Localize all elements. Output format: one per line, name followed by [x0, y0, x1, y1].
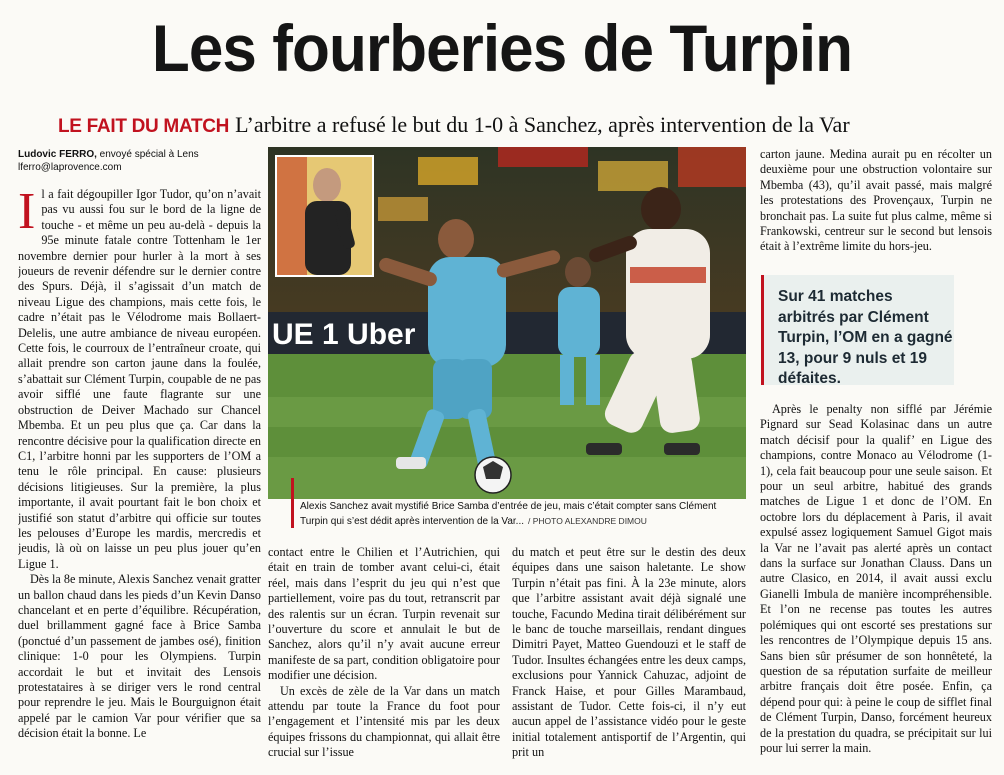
paragraph-text: l a fait dégoupiller Igor Tudor, qu’on n’avait pas vu aussi fou sur le bord de la ligne de touche - et même un peu au-delà - depuis la 95e minute fatale contre Tottenham le 1er novembre dernier pour hurler à la mort à ses joueurs de revenir défendre sur le dernier contre des Spurs. Déjà, il s’agissait d’un match de niveau Ligue des champions, mais cette fois, le cadre n’était pas le Vélodrome mais Bollaert-Delelis, une autre ambiance de niveau européen. Cette fois, le courroux de l’entraîneur croate, qui allait prendre son carton jaune dans la foulée, s’abattait sur Clément Turpin, coupable de ne pas avoir sifflé une faute flagrante sur une obstruction de Deiver Machado sur Chancel Mbemba. Et un peu plus que ça. Car dans la rencontre décisive pour la qualification directe en C1, l’arbitre honni par les supporters de l’OM a tenu le rôle principal. En cause: plusieurs décisions litigieuses. Sur la première, la plus importante, il avait pourtant fait le bon choix et justifié son statut d’arbitre qui officie sur toutes les pelouses d’Europe les mardis, mercredis et jeudis, là où on laisse un peu plus jouer qu’en Ligue 1. — [18, 187, 261, 571]
article-paragraph: contact entre le Chilien et l’Autrichien, qui était en train de tomber avant celui-ci, était réel, mais dans l’esprit du jeu qui n’est que partiellement, voire pas du tout, retranscrit par des ralentis sur un écran. Turpin revenait sur l’ouverture du score et annulait le but de Sanchez, alors qu’il n’y avait aucune erreur manifeste de sa part, condition obligatoire pour modifier une décision. — [268, 545, 500, 683]
article-paragraph: du match et peut être sur le destin des deux équipes dans une saison haletante. Le show Turpin n’était pas fini. À la 23e minute, alors que l’arbitre assistant avait déjà signalé une touche, Facundo Medina tirait délibérément sur le banc de touche marseillais, rendant dingues Dimitri Payet, Matteo Guendouzi et le staff de Tudor. Insultes échangées entre les deux camps, exclusions pour Yannick Cahuzac, adjoint de Franck Haise, et pour Gilles Marambaud, assistant de Tudor. Cette fois-ci, il n’y eut aucun appel de l’assistance vidéo pour le geste initial totalement antisportif de l’Argentin, qui prit un — [512, 545, 746, 760]
article-column-4-continued — [760, 402, 992, 769]
author-name: Ludovic FERRO, — [18, 149, 97, 160]
article-paragraph — [18, 187, 261, 572]
author-role: envoyé spécial à Lens — [96, 149, 199, 160]
article-column-2 — [268, 545, 500, 769]
referee-illustration — [277, 157, 372, 275]
subhead-text: L’arbitre a refusé le but du 1-0 à Sanchez, après intervention de la Var — [235, 112, 850, 137]
headline: Les fourberies de Turpin — [151, 11, 853, 85]
photo-credit: / PHOTO ALEXANDRE DIMOU — [528, 516, 647, 526]
pullquote-text: Sur 41 matches arbitrés par Clément Turpin, l’OM en a gagné 13, pour 9 nuls et 19 défaites. — [778, 288, 953, 387]
caption-accent-bar — [291, 478, 294, 528]
drop-cap: I — [18, 187, 36, 240]
author-email: lferro@laprovence.com — [18, 162, 122, 173]
photo-caption — [300, 500, 744, 529]
referee-inset-photo — [275, 155, 374, 277]
byline — [18, 148, 199, 174]
article-paragraph: carton jaune. Medina aurait pu en récolter un deuxième pour une obstruction volontaire sur Mbemba (43), qu’il avait passé, mais malgré les protestations des Provençaux, Turpin ne bronchait pas. La suite fut plus calme, même si Frankowski, centreur sur le second but lensois était à l’extrême limite du hors-jeu. — [760, 147, 992, 254]
article-column-1 — [18, 187, 261, 769]
article-column-3 — [512, 545, 746, 769]
pitch-banner-text: UE 1 Uber — [272, 318, 416, 351]
article-paragraph: Un excès de zèle de la Var dans un match attendu par toute la France du foot pour l’engagement et l’intensité mis par les deux équipes frissons du championnat, qui allait être crucial sur l’issue — [268, 683, 500, 760]
kicker-label: LE FAIT DU MATCH — [58, 116, 230, 137]
article-column-4 — [760, 147, 992, 269]
subheadline — [58, 111, 850, 141]
article-paragraph: Dès la 8e minute, Alexis Sanchez venait gratter un ballon chaud dans les pieds d’un Kevin Danso chancelant et en perte d’équilibre. Récupération, duel brillamment gagné face à Brice Samba (ponctué d’un passement de jambes osé), finition clinique: 1-0 pour les Olympiens. Turpin accordait le but et invitait des Lensois protestataires à se diriger vers le rond central pour reprendre le jeu. Mais le Bourguignon était appelé par le camion Var pour vérifier que sa décision était la bonne. Le — [18, 572, 261, 741]
article-paragraph: Après le penalty non sifflé par Jérémie Pignard sur Sead Kolasinac dans un autre match décisif pour la qualif’ en Ligue des champions, contre Monaco au Vélodrome (1-1), cela fait beaucoup pour une seule saison. Et pour un seul arbitre, habitué des grands matches de Ligue 1 et donc de l’OM. En octobre lors du déplacement à Paris, il avait expulsé assez logiquement Samuel Gigot mais la Var ne l’avait pas alerté après un contact dans la surface sur Jonathan Clauss. Dans un autre Clasico, en 2014, il avait aussi exclu Gianelli Imbula de manière incompréhensible. Et l’on ne recense pas toutes les autres polémiques qui ont escorté ses prestations sur les rencontres de l’Olympique depuis 15 ans. Sans bien sûr présumer de son honnêteté, la question de sa réputation surfaite de meilleur arbitre français doit être posée. Enfin, ça dépend pour qui: à peine le coup de sifflet final de Clément Turpin, Danso, forcément heureux de la prestation du quadra, se précipitait sur lui pour lui serrer la main. — [760, 402, 992, 755]
caption-text: Alexis Sanchez avait mystifié Brice Samba d’entrée de jeu, mais c’était compter sans Clément Turpin qui s’est dédit après intervention de la Var... — [300, 501, 717, 527]
